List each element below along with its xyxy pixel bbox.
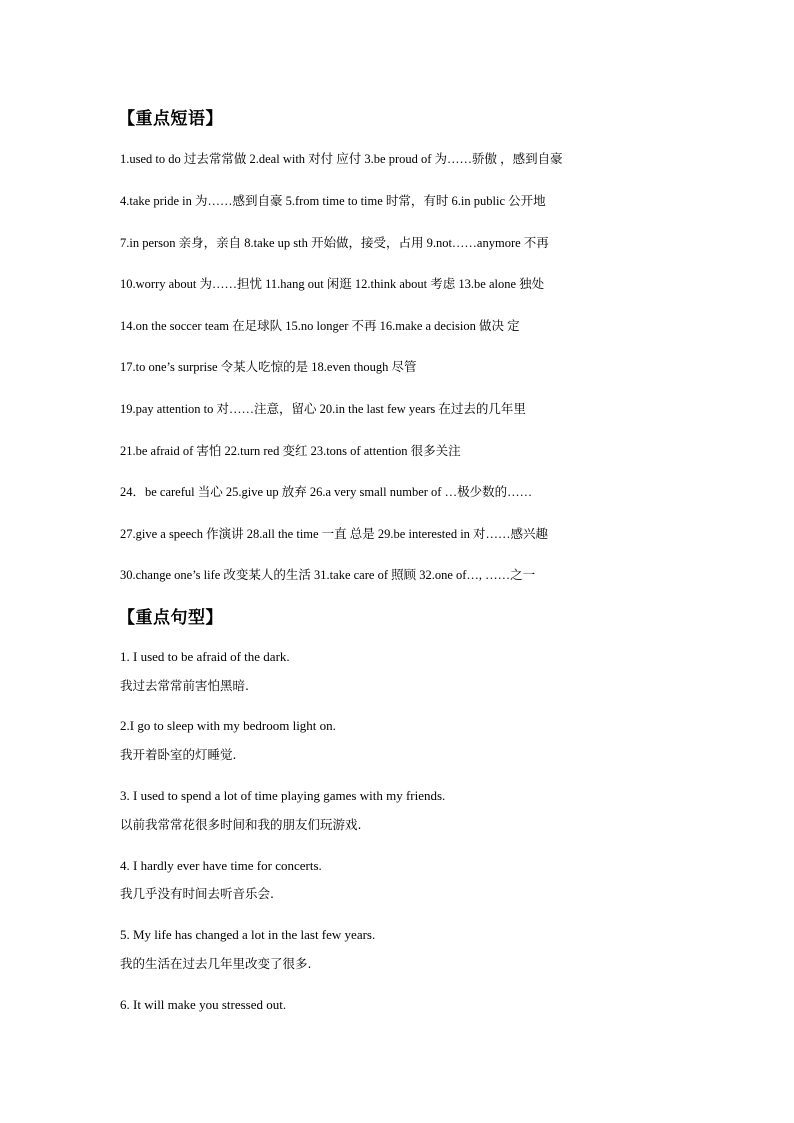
phrase-line-1: 1.used to do 过去常常做 2.deal with 对付 应付 3.be proud of 为……骄傲 ，感到自豪 bbox=[120, 152, 563, 166]
sentence-en-4: 4. I hardly ever have time for concerts. bbox=[120, 858, 322, 873]
sentence-en-3: 3. I used to spend a lot of time playing games with my friends. bbox=[120, 788, 446, 803]
phrase-line-6: 17.to one’s surprise 令某人吃惊的是 18.even though 尽管 bbox=[120, 360, 417, 374]
phrase-line-4: 10.worry about 为……担忧 11.hang out 闲逛 12.think about 考虑 13.be alone 独处 bbox=[120, 277, 545, 291]
sentence-en-5: 5. My life has changed a lot in the last few years. bbox=[120, 927, 376, 942]
sentences-heading: 【重点句型】 bbox=[118, 608, 223, 628]
sentence-en-2: 2.I go to sleep with my bedroom light on. bbox=[120, 718, 336, 733]
phrase-line-8: 21.be afraid of 害怕 22.turn red 变红 23.tons of attention 很多关注 bbox=[120, 444, 461, 458]
phrases-heading: 【重点短语】 bbox=[118, 109, 223, 129]
sentence-cn-5: 我的生活在过去几年里改变了很多. bbox=[120, 956, 312, 971]
phrase-line-7: 19.pay attention to 对……注意，留心 20.in the last few years 在过去的几年里 bbox=[120, 402, 526, 416]
sentence-en-1: 1. I used to be afraid of the dark. bbox=[120, 649, 290, 664]
phrase-line-9: 24．be careful 当心 25.give up 放弃 26.a very small number of …极少数的…… bbox=[120, 485, 533, 499]
phrase-line-2: 4.take pride in 为……感到自豪 5.from time to time 时常，有时 6.in public 公开地 bbox=[120, 194, 546, 208]
phrase-line-5: 14.on the soccer team 在足球队 15.no longer 不再 16.make a decision 做决 定 bbox=[120, 319, 520, 333]
sentence-cn-1: 我过去常常前害怕黑暗. bbox=[120, 678, 249, 693]
sentence-cn-2: 我开着卧室的灯睡觉. bbox=[120, 747, 237, 762]
sentence-en-6: 6. It will make you stressed out. bbox=[120, 997, 287, 1012]
sentence-cn-4: 我几乎没有时间去听音乐会. bbox=[120, 886, 274, 901]
phrase-line-11: 30.change one’s life 改变某人的生活 31.take care of 照顾 32.one of…, ……之一 bbox=[120, 568, 536, 582]
phrase-line-10: 27.give a speech 作演讲 28.all the time 一直 总是 29.be interested in 对……感兴趣 bbox=[120, 527, 549, 541]
phrase-line-3: 7.in person 亲身，亲自 8.take up sth 开始做，接受，占用 9.not……anymore 不再 bbox=[120, 236, 549, 250]
sentence-cn-3: 以前我常常花很多时间和我的朋友们玩游戏. bbox=[120, 817, 362, 832]
